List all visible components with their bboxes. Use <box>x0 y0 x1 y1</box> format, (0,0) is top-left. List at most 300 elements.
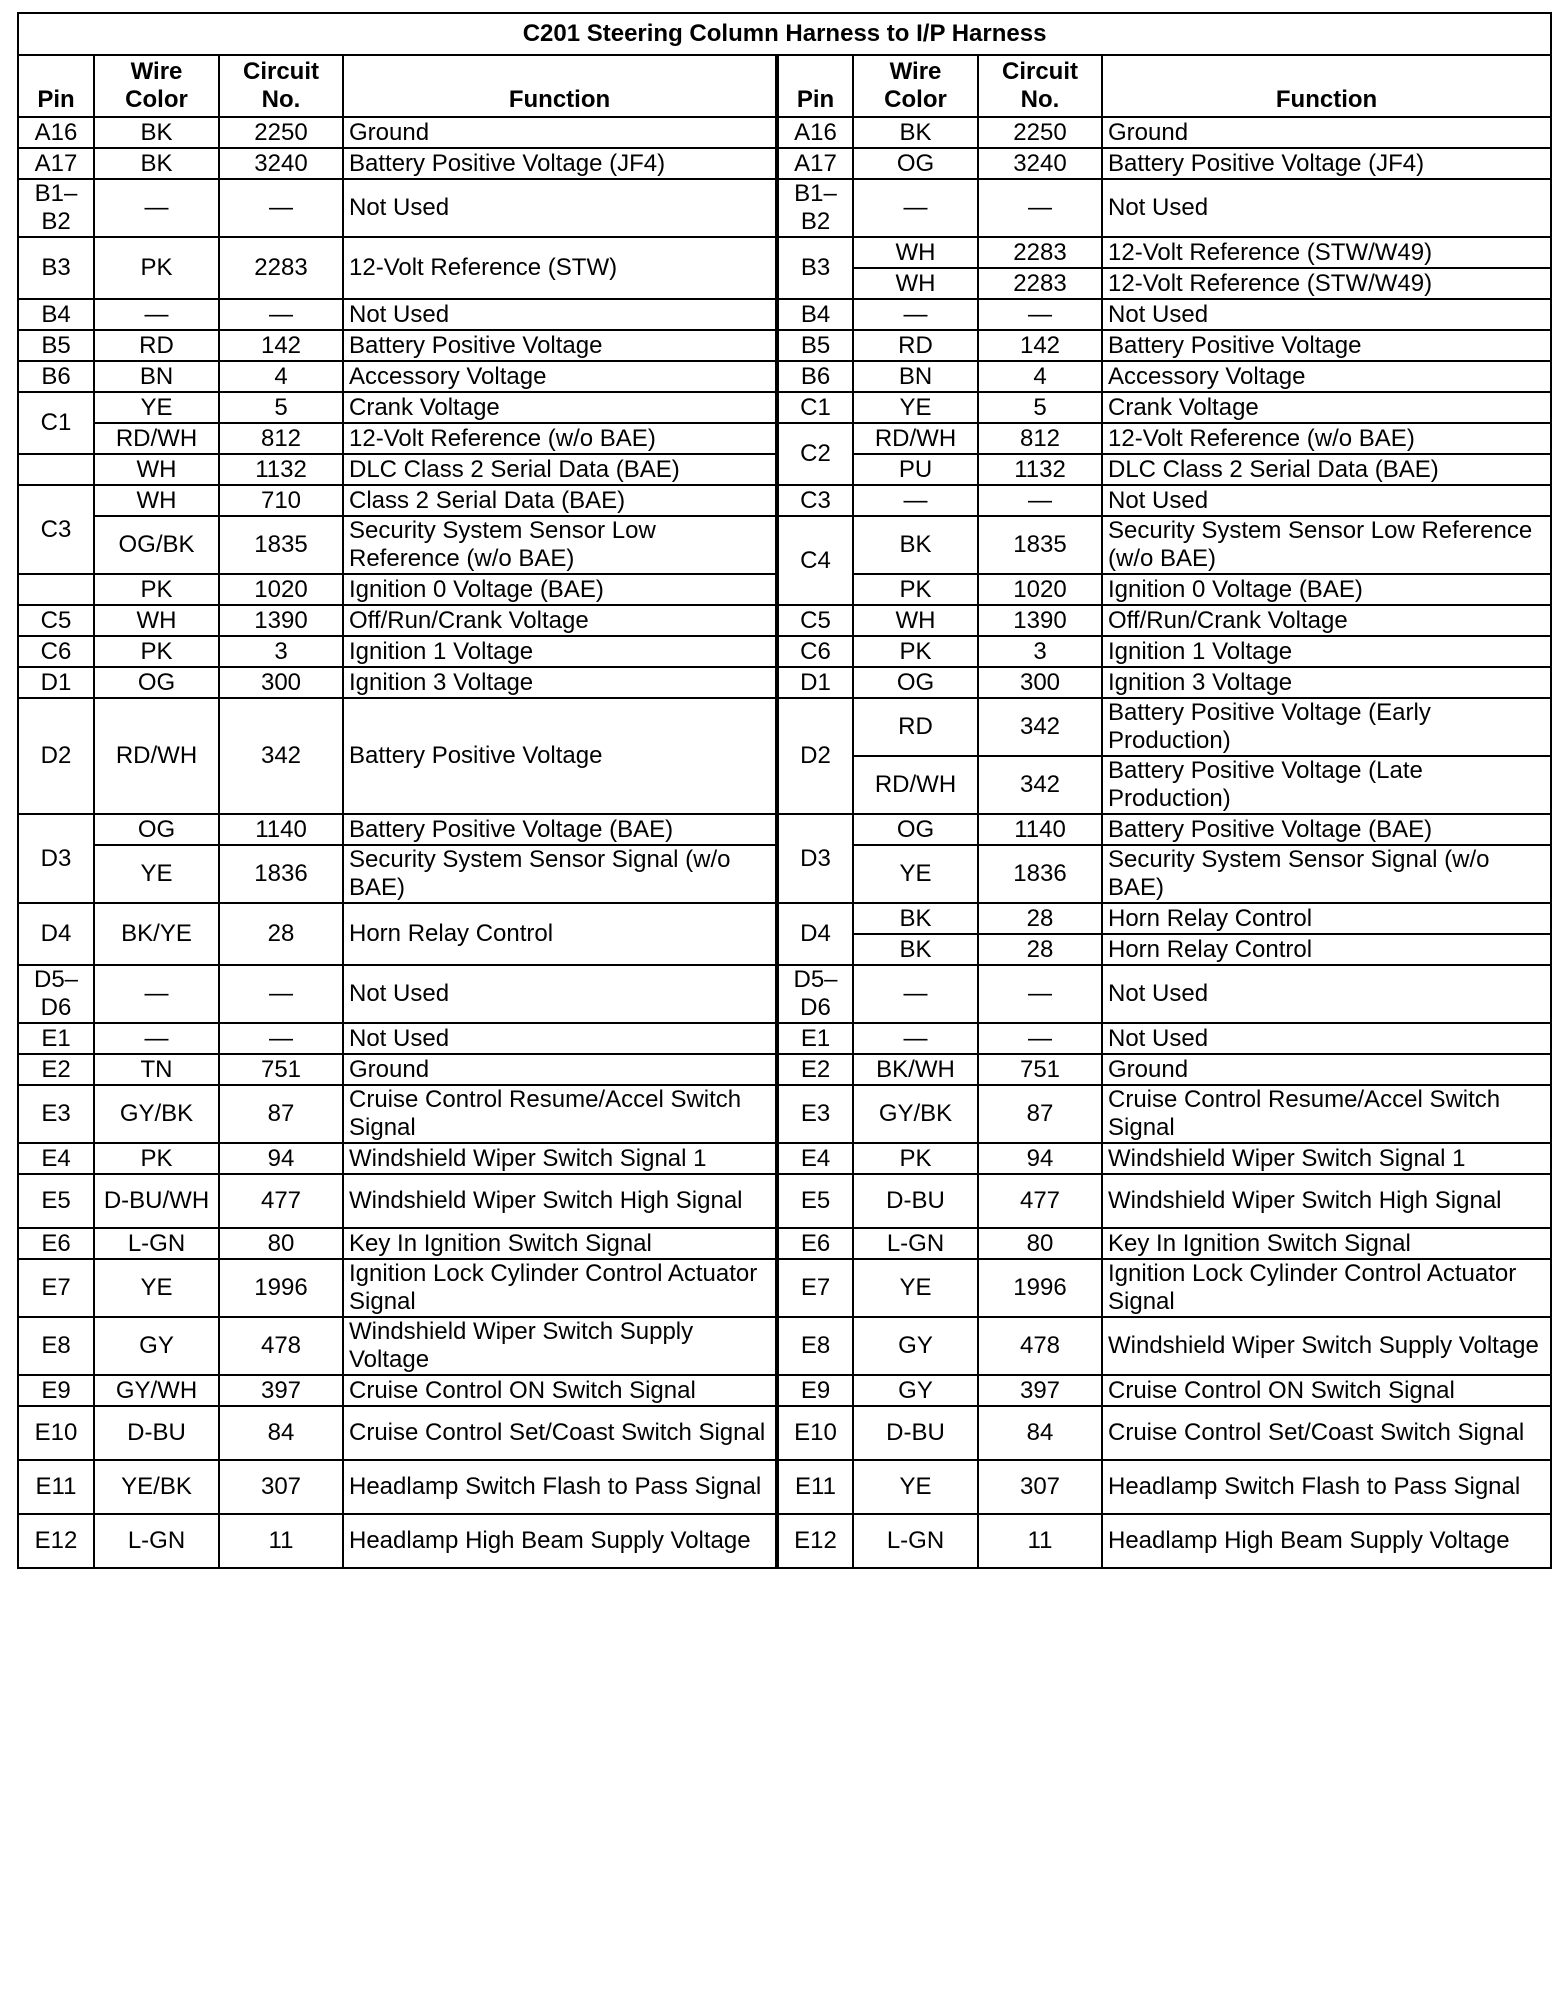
right-circuit-no: 478 <box>978 1317 1102 1375</box>
left-pin: C3 <box>18 485 94 574</box>
left-function: Class 2 Serial Data (BAE) <box>343 485 777 516</box>
right-function: Ground <box>1102 1054 1551 1085</box>
left-function: Cruise Control Resume/Accel Switch Signal <box>343 1085 777 1143</box>
right-circuit-no: — <box>978 1023 1102 1054</box>
left-pin: E10 <box>18 1406 94 1460</box>
left-circuit-no: 478 <box>219 1317 343 1375</box>
right-wire-color: GY/BK <box>853 1085 978 1143</box>
header-function-left: Function <box>343 55 777 117</box>
left-pin: E3 <box>18 1085 94 1143</box>
right-function: Windshield Wiper Switch Supply Voltage <box>1102 1317 1551 1375</box>
left-pin: B6 <box>18 361 94 392</box>
right-pin: C6 <box>777 636 853 667</box>
table-row <box>18 1174 1551 1228</box>
left-circuit-no: 2283 <box>219 237 343 299</box>
left-wire-color: GY <box>94 1317 219 1375</box>
right-wire-color: PU <box>853 454 978 485</box>
right-wire-color: RD/WH <box>853 756 978 814</box>
left-function: Windshield Wiper Switch Signal 1 <box>343 1143 777 1174</box>
left-function: 12-Volt Reference (STW) <box>343 237 777 299</box>
right-pin: C2 <box>777 423 853 485</box>
left-function: Ground <box>343 1054 777 1085</box>
right-function: DLC Class 2 Serial Data (BAE) <box>1102 454 1551 485</box>
left-circuit-no: 28 <box>219 903 343 965</box>
left-wire-color: D-BU/WH <box>94 1174 219 1228</box>
left-function: Security System Sensor Signal (w/o BAE) <box>343 845 777 903</box>
right-wire-color: BK <box>853 516 978 574</box>
left-circuit-no: 342 <box>219 698 343 814</box>
left-wire-color: L-GN <box>94 1514 219 1568</box>
left-circuit-no: 307 <box>219 1460 343 1514</box>
right-pin: B3 <box>777 237 853 299</box>
right-wire-color: WH <box>853 605 978 636</box>
left-circuit-no: 5 <box>219 392 343 423</box>
right-circuit-no: 1390 <box>978 605 1102 636</box>
right-pin: A17 <box>777 148 853 179</box>
left-circuit-no: 1020 <box>219 574 343 605</box>
right-function: Not Used <box>1102 179 1551 237</box>
left-wire-color: BN <box>94 361 219 392</box>
right-wire-color: BK <box>853 117 978 148</box>
left-circuit-no: 94 <box>219 1143 343 1174</box>
right-wire-color: BK <box>853 934 978 965</box>
right-wire-color: PK <box>853 574 978 605</box>
table-row <box>18 299 1551 330</box>
left-function: Battery Positive Voltage (JF4) <box>343 148 777 179</box>
left-function: Ground <box>343 117 777 148</box>
right-circuit-no: — <box>978 965 1102 1023</box>
right-function: 12-Volt Reference (STW/W49) <box>1102 237 1551 268</box>
right-circuit-no: 300 <box>978 667 1102 698</box>
left-circuit-no: 1390 <box>219 605 343 636</box>
left-pin: E8 <box>18 1317 94 1375</box>
left-function: 12-Volt Reference (w/o BAE) <box>343 423 777 454</box>
table-row <box>18 965 1551 1023</box>
right-circuit-no: 342 <box>978 698 1102 756</box>
left-wire-color: BK/YE <box>94 903 219 965</box>
right-circuit-no: 3 <box>978 636 1102 667</box>
right-pin: E3 <box>777 1085 853 1143</box>
left-circuit-no: 84 <box>219 1406 343 1460</box>
left-circuit-no: 87 <box>219 1085 343 1143</box>
left-pin: B1–B2 <box>18 179 94 237</box>
right-circuit-no: 397 <box>978 1375 1102 1406</box>
left-wire-color: YE <box>94 845 219 903</box>
right-circuit-no: 812 <box>978 423 1102 454</box>
right-wire-color: D-BU <box>853 1406 978 1460</box>
right-circuit-no: 3240 <box>978 148 1102 179</box>
table-row <box>18 485 1551 516</box>
right-wire-color: PK <box>853 636 978 667</box>
right-circuit-no: 1836 <box>978 845 1102 903</box>
right-function: Not Used <box>1102 1023 1551 1054</box>
left-function: Cruise Control Set/Coast Switch Signal <box>343 1406 777 1460</box>
left-circuit-no: — <box>219 965 343 1023</box>
right-function: Cruise Control ON Switch Signal <box>1102 1375 1551 1406</box>
table-row <box>18 1317 1551 1375</box>
left-wire-color: PK <box>94 574 219 605</box>
left-pin: A16 <box>18 117 94 148</box>
right-circuit-no: 28 <box>978 903 1102 934</box>
left-circuit-no: 1836 <box>219 845 343 903</box>
right-circuit-no: 2283 <box>978 237 1102 268</box>
left-circuit-no: 397 <box>219 1375 343 1406</box>
right-pin: E10 <box>777 1406 853 1460</box>
right-circuit-no: — <box>978 179 1102 237</box>
right-function: Headlamp Switch Flash to Pass Signal <box>1102 1460 1551 1514</box>
left-function: Battery Positive Voltage <box>343 330 777 361</box>
right-wire-color: — <box>853 485 978 516</box>
left-pin: D4 <box>18 903 94 965</box>
right-pin: E11 <box>777 1460 853 1514</box>
right-circuit-no: 1132 <box>978 454 1102 485</box>
table-row <box>18 903 1551 934</box>
table-body <box>18 117 1551 1568</box>
left-wire-color: GY/BK <box>94 1085 219 1143</box>
left-function: Crank Voltage <box>343 392 777 423</box>
right-function: Accessory Voltage <box>1102 361 1551 392</box>
left-function: Accessory Voltage <box>343 361 777 392</box>
left-pin: B4 <box>18 299 94 330</box>
table-row <box>18 1143 1551 1174</box>
left-circuit-no: — <box>219 1023 343 1054</box>
left-pin: D3 <box>18 814 94 903</box>
table-row <box>18 237 1551 268</box>
right-wire-color: GY <box>853 1375 978 1406</box>
left-wire-color: BK <box>94 148 219 179</box>
header-circuit-no-right: Circuit No. <box>978 55 1102 117</box>
left-wire-color: — <box>94 299 219 330</box>
left-wire-color: TN <box>94 1054 219 1085</box>
header-wire-color-left: Wire Color <box>94 55 219 117</box>
right-circuit-no: 5 <box>978 392 1102 423</box>
left-circuit-no: 1132 <box>219 454 343 485</box>
header-circuit-no-left: Circuit No. <box>219 55 343 117</box>
left-function: Off/Run/Crank Voltage <box>343 605 777 636</box>
right-circuit-no: 84 <box>978 1406 1102 1460</box>
right-pin: B6 <box>777 361 853 392</box>
right-function: Windshield Wiper Switch High Signal <box>1102 1174 1551 1228</box>
right-circuit-no: 751 <box>978 1054 1102 1085</box>
table-row <box>18 1228 1551 1259</box>
left-pin: C1 <box>18 392 94 454</box>
right-pin: E9 <box>777 1375 853 1406</box>
right-wire-color: — <box>853 299 978 330</box>
right-wire-color: L-GN <box>853 1228 978 1259</box>
right-pin: C5 <box>777 605 853 636</box>
left-pin <box>18 574 94 605</box>
left-pin: E11 <box>18 1460 94 1514</box>
right-pin: E5 <box>777 1174 853 1228</box>
left-wire-color: OG <box>94 814 219 845</box>
left-wire-color: — <box>94 179 219 237</box>
left-wire-color: — <box>94 965 219 1023</box>
table-row <box>18 117 1551 148</box>
left-function: Horn Relay Control <box>343 903 777 965</box>
left-pin: E4 <box>18 1143 94 1174</box>
connector-table <box>17 12 1552 1569</box>
left-wire-color: RD/WH <box>94 698 219 814</box>
right-function: Ignition 1 Voltage <box>1102 636 1551 667</box>
left-wire-color: WH <box>94 454 219 485</box>
right-wire-color: — <box>853 179 978 237</box>
right-function: 12-Volt Reference (STW/W49) <box>1102 268 1551 299</box>
left-wire-color: YE/BK <box>94 1460 219 1514</box>
right-circuit-no: 477 <box>978 1174 1102 1228</box>
right-function: Ground <box>1102 117 1551 148</box>
left-function: Not Used <box>343 965 777 1023</box>
left-wire-color: L-GN <box>94 1228 219 1259</box>
right-circuit-no: 1140 <box>978 814 1102 845</box>
left-circuit-no: 3 <box>219 636 343 667</box>
right-function: Security System Sensor Signal (w/o BAE) <box>1102 845 1551 903</box>
right-pin: E1 <box>777 1023 853 1054</box>
left-pin: E5 <box>18 1174 94 1228</box>
table-row <box>18 605 1551 636</box>
right-circuit-no: 2283 <box>978 268 1102 299</box>
left-circuit-no: — <box>219 299 343 330</box>
left-wire-color: YE <box>94 392 219 423</box>
left-pin <box>18 454 94 485</box>
right-circuit-no: 1020 <box>978 574 1102 605</box>
right-wire-color: BK <box>853 903 978 934</box>
left-pin: D5–D6 <box>18 965 94 1023</box>
right-function: Ignition 0 Voltage (BAE) <box>1102 574 1551 605</box>
left-circuit-no: 1996 <box>219 1259 343 1317</box>
right-pin: D2 <box>777 698 853 814</box>
right-wire-color: RD/WH <box>853 423 978 454</box>
title-row <box>18 13 1551 55</box>
table-row <box>18 392 1551 423</box>
table-row <box>18 361 1551 392</box>
right-wire-color: GY <box>853 1317 978 1375</box>
left-circuit-no: 751 <box>219 1054 343 1085</box>
right-circuit-no: 1835 <box>978 516 1102 574</box>
left-wire-color: WH <box>94 605 219 636</box>
right-wire-color: L-GN <box>853 1514 978 1568</box>
right-function: Cruise Control Resume/Accel Switch Signal <box>1102 1085 1551 1143</box>
header-row <box>18 55 1551 117</box>
right-wire-color: OG <box>853 148 978 179</box>
left-pin: E6 <box>18 1228 94 1259</box>
left-circuit-no: 1140 <box>219 814 343 845</box>
left-circuit-no: 1835 <box>219 516 343 574</box>
left-pin: D1 <box>18 667 94 698</box>
right-pin: E6 <box>777 1228 853 1259</box>
right-circuit-no: 4 <box>978 361 1102 392</box>
table-row <box>18 1054 1551 1085</box>
left-circuit-no: 3240 <box>219 148 343 179</box>
left-pin: B5 <box>18 330 94 361</box>
right-function: Battery Positive Voltage (Early Production) <box>1102 698 1551 756</box>
right-wire-color: YE <box>853 1460 978 1514</box>
left-function: Not Used <box>343 299 777 330</box>
left-circuit-no: 142 <box>219 330 343 361</box>
right-pin: B1–B2 <box>777 179 853 237</box>
left-pin: E2 <box>18 1054 94 1085</box>
right-function: Headlamp High Beam Supply Voltage <box>1102 1514 1551 1568</box>
left-wire-color: RD <box>94 330 219 361</box>
left-pin: E9 <box>18 1375 94 1406</box>
right-function: Battery Positive Voltage <box>1102 330 1551 361</box>
left-pin: E7 <box>18 1259 94 1317</box>
table-row <box>18 667 1551 698</box>
right-circuit-no: 80 <box>978 1228 1102 1259</box>
right-wire-color: PK <box>853 1143 978 1174</box>
right-pin: C3 <box>777 485 853 516</box>
right-function: Not Used <box>1102 485 1551 516</box>
left-function: Headlamp High Beam Supply Voltage <box>343 1514 777 1568</box>
left-pin: B3 <box>18 237 94 299</box>
left-pin: A17 <box>18 148 94 179</box>
left-circuit-no: 812 <box>219 423 343 454</box>
right-pin: D4 <box>777 903 853 965</box>
left-function: Key In Ignition Switch Signal <box>343 1228 777 1259</box>
table-row <box>18 1460 1551 1514</box>
table-row <box>18 423 1551 454</box>
right-function: Battery Positive Voltage (Late Production) <box>1102 756 1551 814</box>
left-function: Cruise Control ON Switch Signal <box>343 1375 777 1406</box>
table-row <box>18 814 1551 845</box>
left-wire-color: RD/WH <box>94 423 219 454</box>
right-wire-color: OG <box>853 814 978 845</box>
right-circuit-no: 87 <box>978 1085 1102 1143</box>
right-circuit-no: 28 <box>978 934 1102 965</box>
right-wire-color: D-BU <box>853 1174 978 1228</box>
left-function: Battery Positive Voltage <box>343 698 777 814</box>
right-pin: D1 <box>777 667 853 698</box>
right-wire-color: YE <box>853 392 978 423</box>
right-function: Horn Relay Control <box>1102 903 1551 934</box>
right-pin: B4 <box>777 299 853 330</box>
right-wire-color: WH <box>853 237 978 268</box>
left-wire-color: — <box>94 1023 219 1054</box>
table-row <box>18 636 1551 667</box>
right-function: Security System Sensor Low Reference (w/o BAE) <box>1102 516 1551 574</box>
right-pin: E2 <box>777 1054 853 1085</box>
left-function: Not Used <box>343 1023 777 1054</box>
right-pin: C1 <box>777 392 853 423</box>
right-circuit-no: — <box>978 485 1102 516</box>
left-wire-color: PK <box>94 1143 219 1174</box>
right-circuit-no: 11 <box>978 1514 1102 1568</box>
table-row <box>18 1023 1551 1054</box>
left-circuit-no: 300 <box>219 667 343 698</box>
left-circuit-no: 80 <box>219 1228 343 1259</box>
right-function: Crank Voltage <box>1102 392 1551 423</box>
right-function: Battery Positive Voltage (BAE) <box>1102 814 1551 845</box>
right-function: Battery Positive Voltage (JF4) <box>1102 148 1551 179</box>
table-row <box>18 179 1551 237</box>
table-row <box>18 1514 1551 1568</box>
right-circuit-no: 142 <box>978 330 1102 361</box>
right-circuit-no: 307 <box>978 1460 1102 1514</box>
right-function: Not Used <box>1102 299 1551 330</box>
left-function: Windshield Wiper Switch High Signal <box>343 1174 777 1228</box>
right-wire-color: BK/WH <box>853 1054 978 1085</box>
right-function: Not Used <box>1102 965 1551 1023</box>
left-function: Ignition 1 Voltage <box>343 636 777 667</box>
right-pin: E4 <box>777 1143 853 1174</box>
left-wire-color: PK <box>94 636 219 667</box>
left-pin: E1 <box>18 1023 94 1054</box>
left-pin: D2 <box>18 698 94 814</box>
header-function-right: Function <box>1102 55 1551 117</box>
right-wire-color: OG <box>853 667 978 698</box>
table-row <box>18 698 1551 756</box>
right-circuit-no: 2250 <box>978 117 1102 148</box>
right-pin: D5–D6 <box>777 965 853 1023</box>
right-function: Key In Ignition Switch Signal <box>1102 1228 1551 1259</box>
left-wire-color: WH <box>94 485 219 516</box>
left-function: Ignition Lock Cylinder Control Actuator Signal <box>343 1259 777 1317</box>
left-function: Battery Positive Voltage (BAE) <box>343 814 777 845</box>
table-title: C201 Steering Column Harness to I/P Harness <box>18 13 1551 55</box>
left-function: Ignition 0 Voltage (BAE) <box>343 574 777 605</box>
table-row <box>18 1375 1551 1406</box>
left-wire-color: OG/BK <box>94 516 219 574</box>
left-wire-color: YE <box>94 1259 219 1317</box>
table-row <box>18 1085 1551 1143</box>
left-function: Not Used <box>343 179 777 237</box>
left-function: DLC Class 2 Serial Data (BAE) <box>343 454 777 485</box>
right-function: Ignition 3 Voltage <box>1102 667 1551 698</box>
right-circuit-no: 1996 <box>978 1259 1102 1317</box>
left-circuit-no: 11 <box>219 1514 343 1568</box>
left-circuit-no: — <box>219 179 343 237</box>
left-wire-color: GY/WH <box>94 1375 219 1406</box>
left-function: Ignition 3 Voltage <box>343 667 777 698</box>
right-wire-color: BN <box>853 361 978 392</box>
left-circuit-no: 2250 <box>219 117 343 148</box>
left-pin: C6 <box>18 636 94 667</box>
right-function: Cruise Control Set/Coast Switch Signal <box>1102 1406 1551 1460</box>
right-function: Ignition Lock Cylinder Control Actuator Signal <box>1102 1259 1551 1317</box>
right-circuit-no: 342 <box>978 756 1102 814</box>
right-function: 12-Volt Reference (w/o BAE) <box>1102 423 1551 454</box>
left-pin: E12 <box>18 1514 94 1568</box>
right-pin: E12 <box>777 1514 853 1568</box>
table-row <box>18 148 1551 179</box>
left-circuit-no: 4 <box>219 361 343 392</box>
header-wire-color-right: Wire Color <box>853 55 978 117</box>
right-wire-color: WH <box>853 268 978 299</box>
header-pin-right: Pin <box>777 55 853 117</box>
left-function: Security System Sensor Low Reference (w/o BAE) <box>343 516 777 574</box>
right-wire-color: YE <box>853 1259 978 1317</box>
left-wire-color: BK <box>94 117 219 148</box>
left-wire-color: D-BU <box>94 1406 219 1460</box>
right-function: Windshield Wiper Switch Signal 1 <box>1102 1143 1551 1174</box>
right-wire-color: RD <box>853 330 978 361</box>
table-row <box>18 516 1551 574</box>
right-wire-color: RD <box>853 698 978 756</box>
right-pin: A16 <box>777 117 853 148</box>
table-row <box>18 1259 1551 1317</box>
left-circuit-no: 477 <box>219 1174 343 1228</box>
right-pin: D3 <box>777 814 853 903</box>
right-pin: B5 <box>777 330 853 361</box>
right-wire-color: YE <box>853 845 978 903</box>
right-wire-color: — <box>853 1023 978 1054</box>
right-wire-color: — <box>853 965 978 1023</box>
left-function: Windshield Wiper Switch Supply Voltage <box>343 1317 777 1375</box>
right-circuit-no: — <box>978 299 1102 330</box>
right-pin: C4 <box>777 516 853 605</box>
left-pin: C5 <box>18 605 94 636</box>
left-function: Headlamp Switch Flash to Pass Signal <box>343 1460 777 1514</box>
right-pin: E8 <box>777 1317 853 1375</box>
